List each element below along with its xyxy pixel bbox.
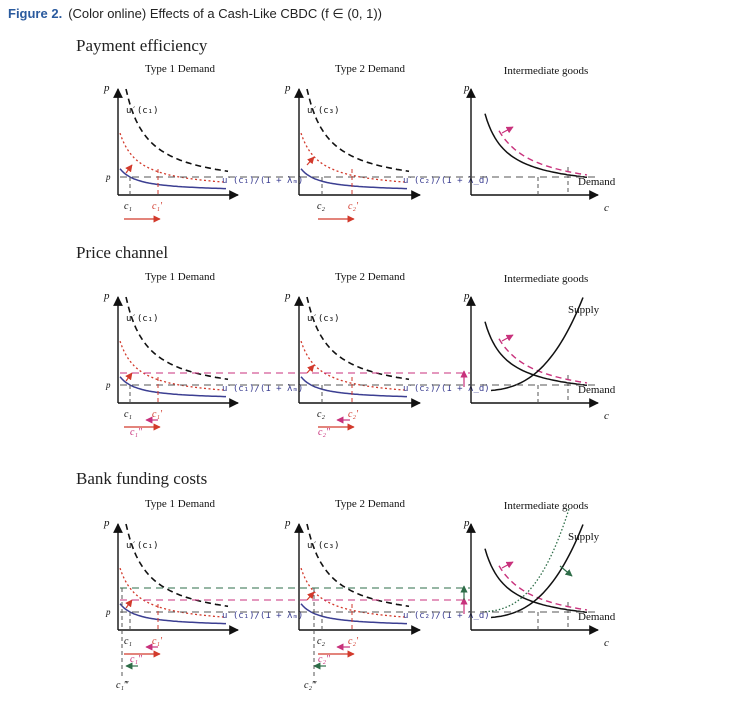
label-u-prime: u′(c₁): [126, 106, 159, 116]
axis-label-c: c: [604, 410, 609, 422]
arrow-demand-up-2: [307, 157, 314, 165]
arrow-demand-up-2: [307, 365, 314, 373]
label-c2: c₂: [317, 636, 325, 647]
section-title-bank: Bank funding costs: [76, 469, 208, 488]
curve-shifted-demand: [120, 341, 224, 390]
label-c1-prime: c₁′: [152, 636, 163, 647]
section-title-price: Price channel: [76, 243, 169, 262]
label-c2-prime: c₂′: [348, 201, 359, 212]
curve-u-prime: [126, 89, 228, 171]
curve-u-prime: [307, 89, 409, 171]
axis-label-p: p: [104, 517, 110, 529]
section-title-payment: Payment efficiency: [76, 36, 208, 55]
arrow-demand-up-1: [126, 165, 132, 173]
arrow-intermediate-demand: [502, 127, 513, 133]
curve-marginal: [301, 604, 407, 624]
arrow-intermediate-demand: [502, 562, 513, 568]
label-marginal: u′(c₂)/(1 + λ_d): [403, 176, 490, 186]
axis-label-p: p: [285, 82, 291, 94]
curve-shifted-demand: [120, 568, 224, 617]
label-demand: Demand: [578, 176, 616, 188]
label-c1-prime: c₁′: [152, 409, 163, 420]
arrow-demand-up-1: [126, 373, 132, 381]
curve-demand: [485, 114, 587, 178]
curve-shifted-demand: [499, 566, 587, 610]
label-c2-dprime: c₂″: [318, 654, 331, 665]
curve-shifted-demand: [499, 131, 587, 175]
axis-label-c: c: [604, 202, 609, 214]
curve-marginal: [301, 377, 407, 397]
panel-title-type1: Type 1 Demand: [144, 498, 216, 510]
label-u-prime: u′(c₁): [126, 314, 159, 324]
label-u-prime: u′(c₃): [307, 314, 340, 324]
label-c2-dprime: c₂″: [318, 427, 331, 438]
label-c1-dprime: c₁″: [130, 654, 143, 665]
label-c2-tprime: c₂‴: [304, 680, 317, 691]
axis-label-p: p: [285, 290, 291, 302]
panel-title-type2: Type 2 Demand: [334, 63, 406, 75]
label-supply: Supply: [568, 531, 600, 543]
curve-shifted-demand: [301, 133, 405, 182]
label-c2-prime: c₂′: [348, 409, 359, 420]
arrow-intermediate-demand: [502, 335, 513, 341]
axis-label-p: p: [104, 82, 110, 94]
panel-title-type1: Type 1 Demand: [144, 63, 216, 75]
curve-shifted-supply: [485, 509, 569, 612]
axis-label-p: p: [285, 517, 291, 529]
axis-label-p: p: [464, 517, 470, 529]
figure-caption-text: (Color online) Effects of a Cash-Like CBDC (f ∈ (0, 1)): [68, 6, 382, 21]
curve-demand: [485, 322, 587, 386]
label-demand: Demand: [578, 384, 616, 396]
figure-label: Figure 2.: [8, 6, 63, 21]
panel-title-intermediate: Intermediate goods: [503, 500, 589, 512]
panel-title-intermediate: Intermediate goods: [503, 273, 589, 285]
curve-shifted-demand: [120, 133, 224, 182]
label-marginal: u′(c₁)/(1 + λₘ): [222, 384, 304, 394]
label-supply: Supply: [568, 304, 600, 316]
curve-u-prime: [307, 524, 409, 606]
label-price-level: p: [106, 172, 111, 182]
label-c1: c₁: [124, 409, 132, 420]
curve-shifted-demand: [301, 568, 405, 617]
panel-title-type2: Type 2 Demand: [334, 498, 406, 510]
curve-marginal: [120, 604, 226, 624]
arrow-supply-shift: [560, 566, 572, 576]
label-c2-prime: c₂′: [348, 636, 359, 647]
curve-shifted-demand: [499, 339, 587, 383]
curve-demand: [485, 549, 587, 613]
axis-label-c: c: [604, 637, 609, 649]
label-c1: c₁: [124, 636, 132, 647]
axis-label-p: p: [104, 290, 110, 302]
curve-shifted-demand: [301, 341, 405, 390]
label-u-prime: u′(c₃): [307, 106, 340, 116]
label-price-level: p: [106, 607, 111, 617]
panel-title-intermediate: Intermediate goods: [503, 65, 589, 77]
curve-u-prime: [307, 297, 409, 379]
panel-title-type2: Type 2 Demand: [334, 271, 406, 283]
curve-marginal: [120, 169, 226, 189]
label-price-level: p: [106, 380, 111, 390]
label-u-prime: u′(c₃): [307, 541, 340, 551]
label-c1-dprime: c₁″: [130, 427, 143, 438]
curve-u-prime: [126, 524, 228, 606]
curve-marginal: [301, 169, 407, 189]
label-marginal: u′(c₂)/(1 + λ_d): [403, 611, 490, 621]
label-c1-tprime: c₁‴: [116, 680, 129, 691]
label-c2: c₂: [317, 409, 325, 420]
label-marginal: u′(c₁)/(1 + λₘ): [222, 611, 304, 621]
label-c1: c₁: [124, 201, 132, 212]
label-marginal: u′(c₂)/(1 + λ_d): [403, 384, 490, 394]
label-c1-prime: c₁′: [152, 201, 163, 212]
arrow-demand-up-1: [126, 600, 132, 608]
label-marginal: u′(c₁)/(1 + λₘ): [222, 176, 304, 186]
label-u-prime: u′(c₁): [126, 541, 159, 551]
panel-title-type1: Type 1 Demand: [144, 271, 216, 283]
arrow-demand-up-2: [307, 592, 314, 600]
axis-label-p: p: [464, 82, 470, 94]
curve-u-prime: [126, 297, 228, 379]
label-demand: Demand: [578, 611, 616, 623]
curve-marginal: [120, 377, 226, 397]
label-c2: c₂: [317, 201, 325, 212]
axis-label-p: p: [464, 290, 470, 302]
